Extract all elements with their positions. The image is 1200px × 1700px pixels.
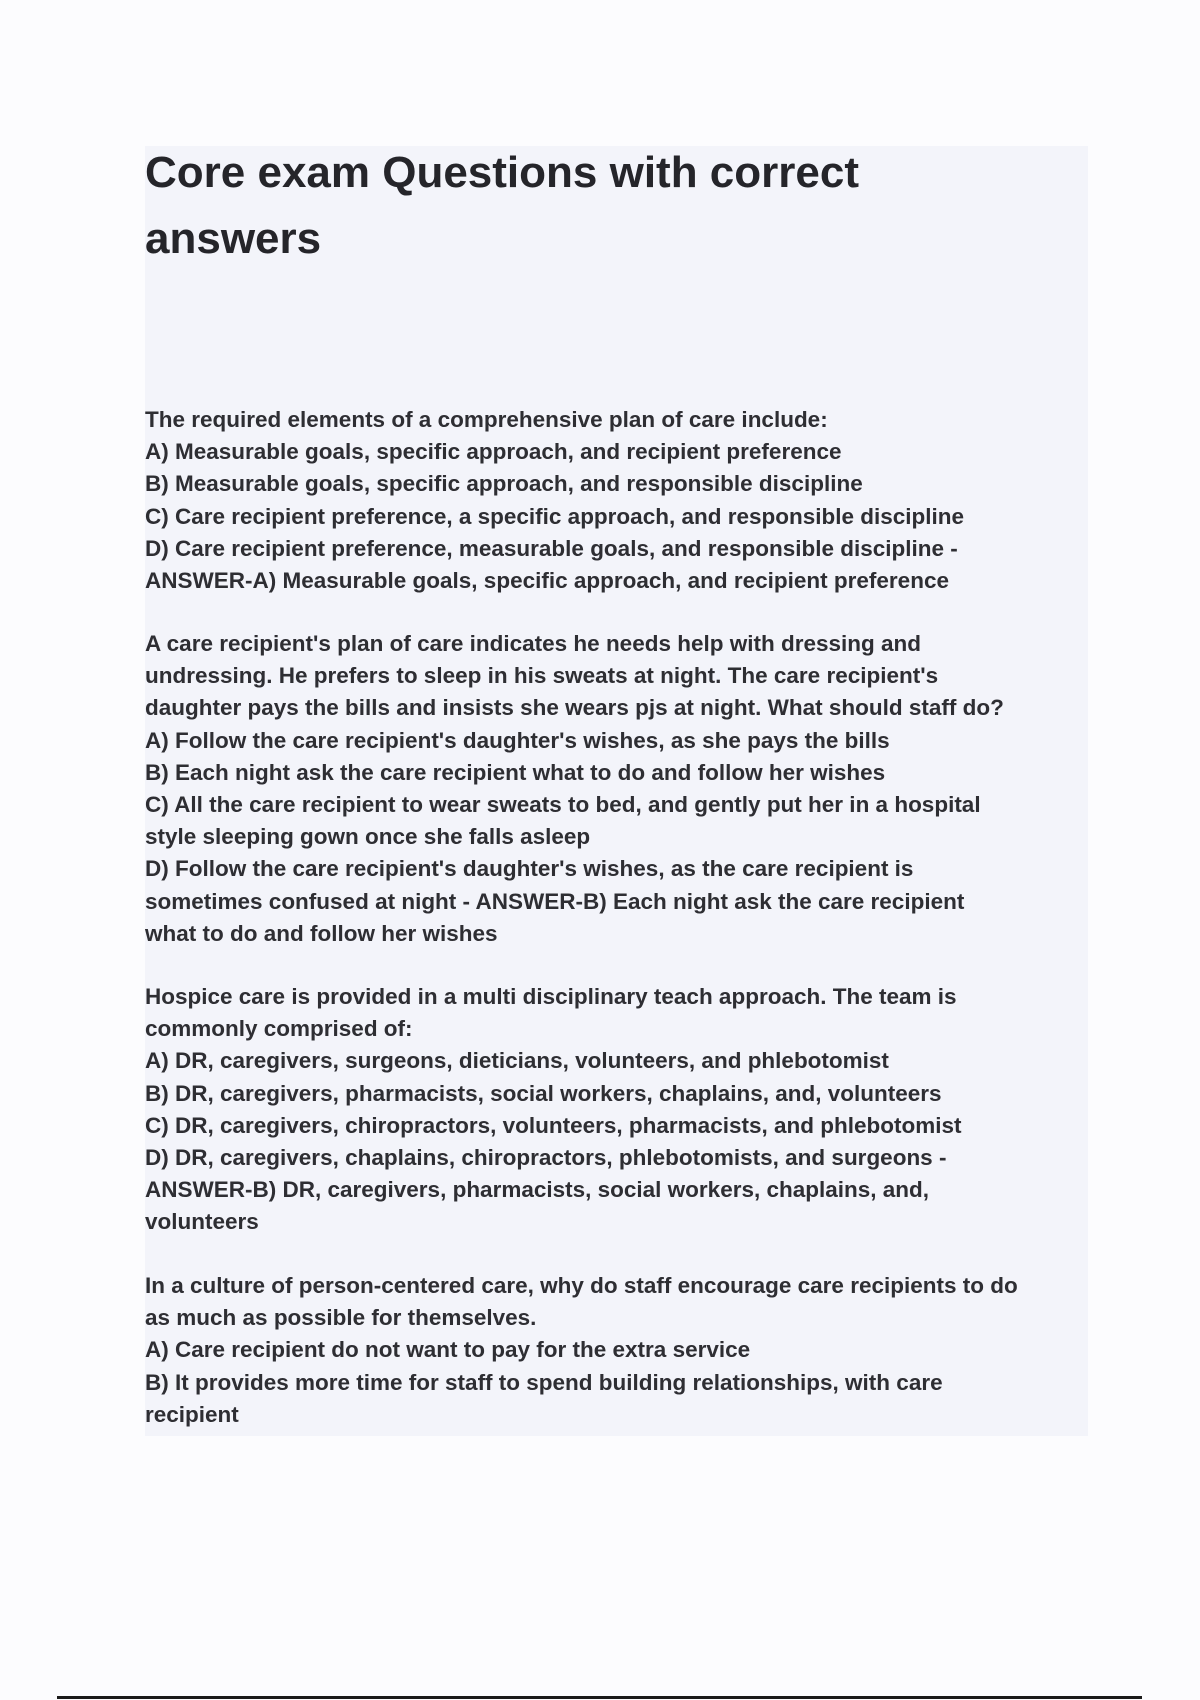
question-2-line-7: style sleeping gown once she falls asleep xyxy=(145,824,591,850)
question-block-1 xyxy=(145,404,1090,597)
question-2-line-4: A) Follow the care recipient's daughter's wishes, as she pays the bills xyxy=(145,727,890,753)
question-1-line-4: C) Care recipient preference, a specific approach, and responsible discipline xyxy=(145,503,965,529)
question-block-3 xyxy=(145,981,1090,1239)
question-2-line-3: daughter pays the bills and insists she wears pjs at night. What should staff do? xyxy=(145,695,1004,721)
question-4-line-5: recipient xyxy=(145,1401,239,1427)
question-block-4 xyxy=(145,1270,1090,1431)
question-2-line-8: D) Follow the care recipient's daughter's wishes, as the care recipient is xyxy=(145,856,914,882)
footer-divider xyxy=(57,1696,1142,1699)
question-4-line-2: as much as possible for themselves. xyxy=(145,1305,537,1331)
question-3-line-6: D) DR, caregivers, chaplains, chiropractors, phlebotomists, and surgeons - xyxy=(145,1145,947,1171)
question-1-line-3: B) Measurable goals, specific approach, and responsible discipline xyxy=(145,471,863,497)
question-1-line-1: The required elements of a comprehensive plan of care include: xyxy=(145,407,828,432)
question-3-line-1: Hospice care is provided in a multi disciplinary teach approach. The team is xyxy=(145,984,957,1009)
question-2-line-1: A care recipient's plan of care indicates he needs help with dressing and xyxy=(145,631,921,656)
question-3-line-5: C) DR, caregivers, chiropractors, volunteers, pharmacists, and phlebotomist xyxy=(145,1112,962,1138)
question-3-line-8: volunteers xyxy=(145,1209,259,1235)
question-1-line-2: A) Measurable goals, specific approach, and recipient preference xyxy=(145,439,842,465)
question-4-line-1: In a culture of person-centered care, why do staff encourage care recipients to do xyxy=(145,1273,1018,1298)
document-title: Core exam Questions with correct answers xyxy=(145,148,859,263)
question-1-line-5: D) Care recipient preference, measurable goals, and responsible discipline - xyxy=(145,535,958,561)
question-3-line-7: ANSWER-B) DR, caregivers, pharmacists, social workers, chaplains, and, xyxy=(145,1177,930,1203)
question-4-line-3: A) Care recipient do not want to pay for the extra service xyxy=(145,1337,751,1363)
question-2-line-5: B) Each night ask the care recipient what to do and follow her wishes xyxy=(145,759,886,785)
question-2-line-2: undressing. He prefers to sleep in his sweats at night. The care recipient's xyxy=(145,663,939,689)
question-4-line-4: B) It provides more time for staff to spend building relationships, with care xyxy=(145,1369,943,1395)
question-block-2 xyxy=(145,628,1090,950)
question-2-line-10: what to do and follow her wishes xyxy=(145,920,498,946)
question-3-line-4: B) DR, caregivers, pharmacists, social workers, chaplains, and, volunteers xyxy=(145,1080,942,1106)
question-2-line-9: sometimes confused at night - ANSWER-B) Each night ask the care recipient xyxy=(145,888,965,914)
question-3-line-3: A) DR, caregivers, surgeons, dieticians, volunteers, and phlebotomist xyxy=(145,1048,889,1074)
question-1-line-6: ANSWER-A) Measurable goals, specific approach, and recipient preference xyxy=(145,568,949,594)
question-2-line-6: C) All the care recipient to wear sweats to bed, and gently put her in a hospital xyxy=(145,792,981,818)
question-3-line-2: commonly comprised of: xyxy=(145,1016,413,1042)
